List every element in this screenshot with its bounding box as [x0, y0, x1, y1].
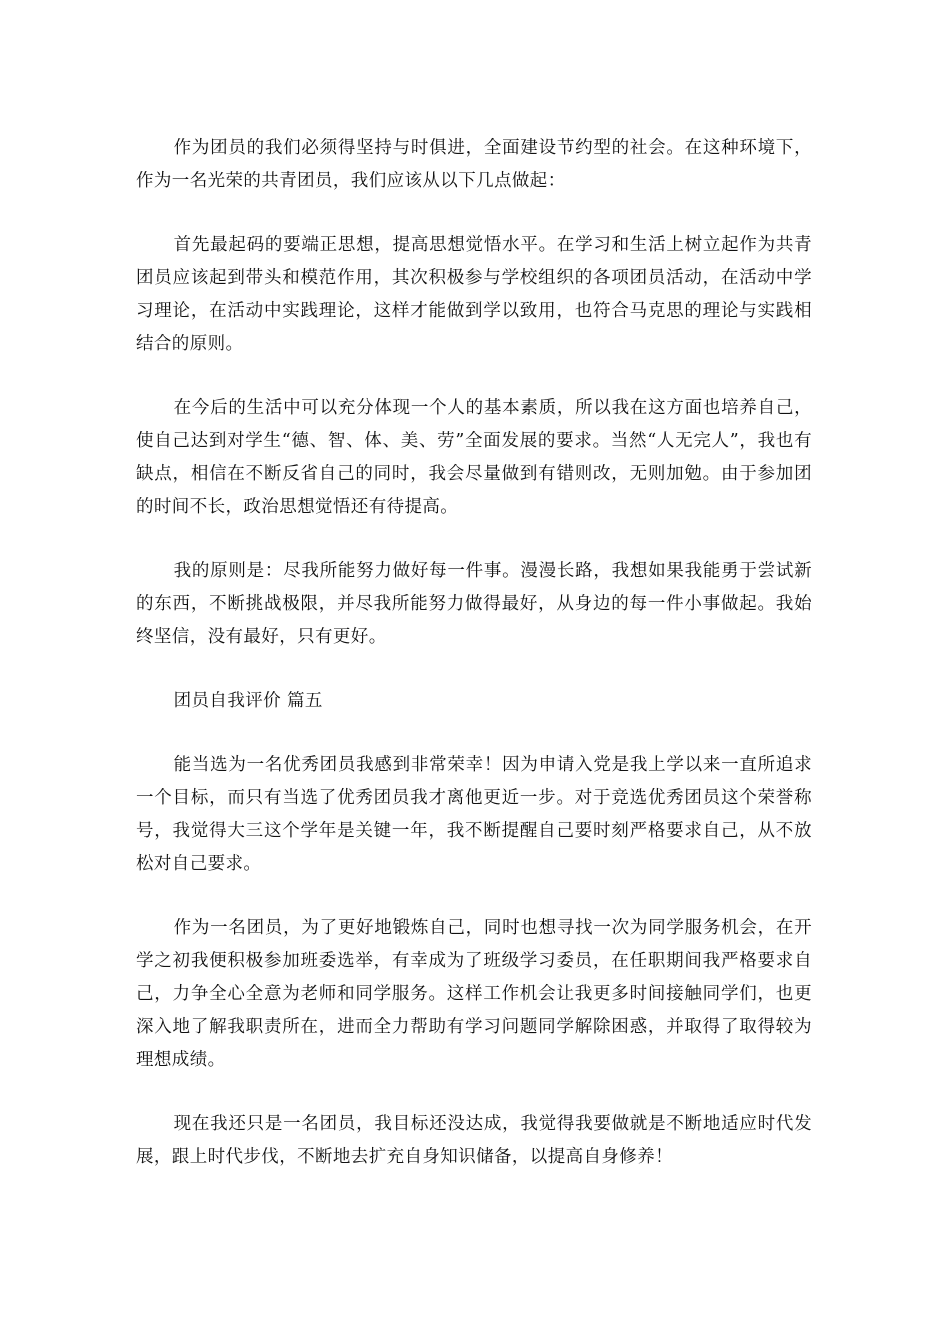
paragraph: 我的原则是：尽我所能努力做好每一件事。漫漫长路，我想如果我能勇于尝试新的东西，不断挑战极限，并尽我所能努力做得最好，从身边的每一件小事做起。我始终坚信，没有最好，只有更好。 [136, 561, 812, 647]
paragraph: 在今后的生活中可以充分体现一个人的基本素质，所以我在这方面也培养自己，使自己达到对学生“德、智、体、美、劳”全面发展的要求。当然“人无完人”，我也有缺点，相信在不断反省自己的同时，我会尽量做到有错则改，无则加勉。由于参加团的时间不长，政治思想觉悟还有待提高。 [136, 398, 812, 517]
paragraph: 首先最起码的要端正思想，提高思想觉悟水平。在学习和生活上树立起作为共青团员应该起到带头和模范作用，其次积极参与学校组织的各项团员活动，在活动中学习理论，在活动中实践理论，这样才能做到学以致用，也符合马克思的理论与实践相结合的原则。 [136, 235, 812, 354]
paragraph: 现在我还只是一名团员，我目标还没达成，我觉得我要做就是不断地适应时代发展，跟上时代步伐，不断地去扩充自身知识储备，以提高自身修养！ [136, 1114, 812, 1167]
paragraph: 作为一名团员，为了更好地锻炼自己，同时也想寻找一次为同学服务机会，在开学之初我便积极参加班委选举，有幸成为了班级学习委员，在任职期间我严格要求自己，力争全心全意为老师和同学服务。这样工作机会让我更多时间接触同学们，也更深入地了解我职责所在，进而全力帮助有学习问题同学解除困惑，并取得了取得较为理想成绩。 [136, 918, 812, 1070]
paragraph: 能当选为一名优秀团员我感到非常荣幸！因为申请入党是我上学以来一直所追求一个目标，而只有当选了优秀团员我才离他更近一步。对于竞选优秀团员这个荣誉称号，我觉得大三这个学年是关键一年，我不断提醒自己要时刻严格要求自己，从不放松对自己要求。 [136, 755, 812, 874]
section-heading: 团员自我评价 篇五 [173, 691, 323, 711]
paragraph: 作为团员的我们必须得坚持与时俱进，全面建设节约型的社会。在这种环境下，作为一名光荣的共青团员，我们应该从以下几点做起： [136, 138, 812, 191]
document-body [136, 132, 812, 1205]
